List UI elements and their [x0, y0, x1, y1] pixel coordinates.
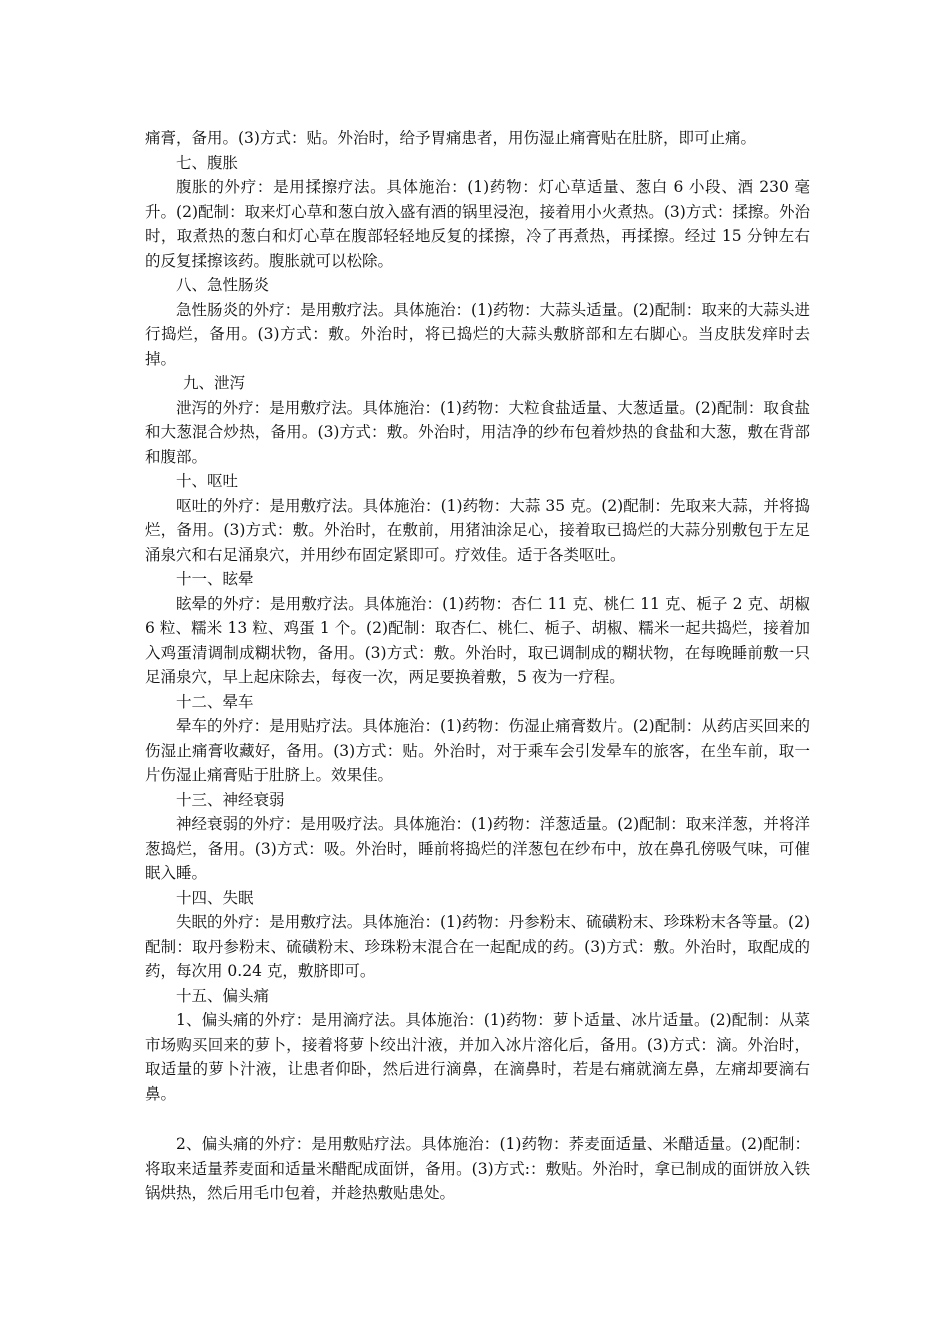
- section-heading: 七、腹胀: [176, 153, 239, 172]
- section-heading: 十一、眩晕: [176, 570, 254, 588]
- section-heading: 十三、神经衰弱: [176, 790, 285, 809]
- paragraph: 失眠的外疗：是用敷疗法。具体施治：(1)药物：丹参粉末、硫磺粉末、珍珠粉末各等量。(2)配制：取丹参粉末、硫磺粉末、珍珠粉末混合在一起配成的药。(3)方式：敷。外治时，取配成的药，每次用 0.24 克，敷脐即可。: [145, 913, 810, 980]
- section-heading: 十、呕吐: [176, 472, 239, 490]
- section-heading: 十四、失眠: [176, 888, 254, 907]
- paragraph: 眩晕的外疗：是用敷疗法。具体施治：(1)药物：杏仁 11 克、桃仁 11 克、栀子 2 克、胡椒 6 粒、糯米 13 粒、鸡蛋 1 个。(2)配制：取杏仁、桃仁、栀子、胡椒、糯米一起共捣烂，接着加入鸡蛋清调制成糊状物，备用。(3)方式：敷。外治时，取已调制成的糊状物，在每晚睡前敷一只足涌泉穴，早上起床除去，每夜一次，两足要换着敷，5 夜为一疗程。: [145, 594, 810, 686]
- section-heading: 十二、晕车: [176, 692, 254, 711]
- paragraph: 泄泻的外疗：是用敷疗法。具体施治：(1)药物：大粒食盐适量、大葱适量。(2)配制：取食盐和大葱混合炒热，备用。(3)方式：敷。外治时，用洁净的纱布包着炒热的食盐和大葱，敷在背部和腹部。: [145, 398, 810, 466]
- document-page: [145, 126, 810, 1206]
- paragraph: 痛膏，备用。(3)方式：贴。外治时，给予胃痛患者，用伤湿止痛膏贴在肚脐，即可止痛。: [145, 129, 756, 147]
- blank-line: [145, 1106, 810, 1132]
- paragraph: 2、偏头痛的外疗：是用敷贴疗法。具体施治：(1)药物：荞麦面适量、米醋适量。(2)配制：将取来适量荞麦面和适量米醋配成面饼，备用。(3)方式:：敷贴。外治时，拿已制成的面饼放入铁锅烘热，然后用毛巾包着，并趁热敷贴患处。: [145, 1135, 810, 1202]
- paragraph: 晕车的外疗：是用贴疗法。具体施治：(1)药物：伤湿止痛膏数片。(2)配制：从药店买回来的伤湿止痛膏收藏好，备用。(3)方式：贴。外治时，对于乘车会引发晕车的旅客，在坐车前，取一片伤湿止痛膏贴于肚脐上。效果佳。: [145, 717, 810, 784]
- section-heading: 十五、偏头痛: [176, 986, 270, 1005]
- paragraph: 急性肠炎的外疗：是用敷疗法。具体施治：(1)药物：大蒜头适量。(2)配制：取来的大蒜头进行捣烂，备用。(3)方式：敷。外治时，将已捣烂的大蒜头敷脐部和左右脚心。当皮肤发痒时去掉。: [145, 300, 810, 368]
- section-heading: 八、急性肠炎: [176, 276, 270, 294]
- paragraph: 1、偏头痛的外疗：是用滴疗法。具体施治：(1)药物：萝卜适量、冰片适量。(2)配制：从菜市场购买回来的萝卜，接着将萝卜绞出汁液，并加入冰片溶化后，备用。(3)方式：滴。外治时，取适量的萝卜汁液，让患者仰卧，然后进行滴鼻，在滴鼻时，若是右痛就滴左鼻，左痛却要滴右鼻。: [145, 1011, 810, 1103]
- section-heading: 九、泄泻: [183, 374, 246, 392]
- paragraph: 腹胀的外疗：是用揉擦疗法。具体施治：(1)药物：灯心草适量、葱白 6 小段、酒 230 毫升。(2)配制：取来灯心草和葱白放入盛有酒的锅里浸泡，接着用小火煮热。(3)方式：揉擦。外治时，取煮热的葱白和灯心草在腹部轻轻地反复的揉擦，冷了再煮热，再揉擦。经过 15 分钟左右的反复揉擦该药。腹胀就可以松除。: [145, 178, 810, 270]
- paragraph: 呕吐的外疗：是用敷疗法。具体施治：(1)药物：大蒜 35 克。(2)配制：先取来大蒜，并将捣烂，备用。(3)方式：敷。外治时，在敷前，用猪油涂足心，接着取已捣烂的大蒜分别敷包于左足涌泉穴和右足涌泉穴，并用纱布固定紧即可。疗效佳。适于各类呕吐。: [145, 496, 810, 564]
- paragraph: 神经衰弱的外疗：是用吸疗法。具体施治：(1)药物：洋葱适量。(2)配制：取来洋葱，并将洋葱捣烂，备用。(3)方式：吸。外治时，睡前将捣烂的洋葱包在纱布中，放在鼻孔傍吸气味，可催眠入睡。: [145, 815, 810, 882]
